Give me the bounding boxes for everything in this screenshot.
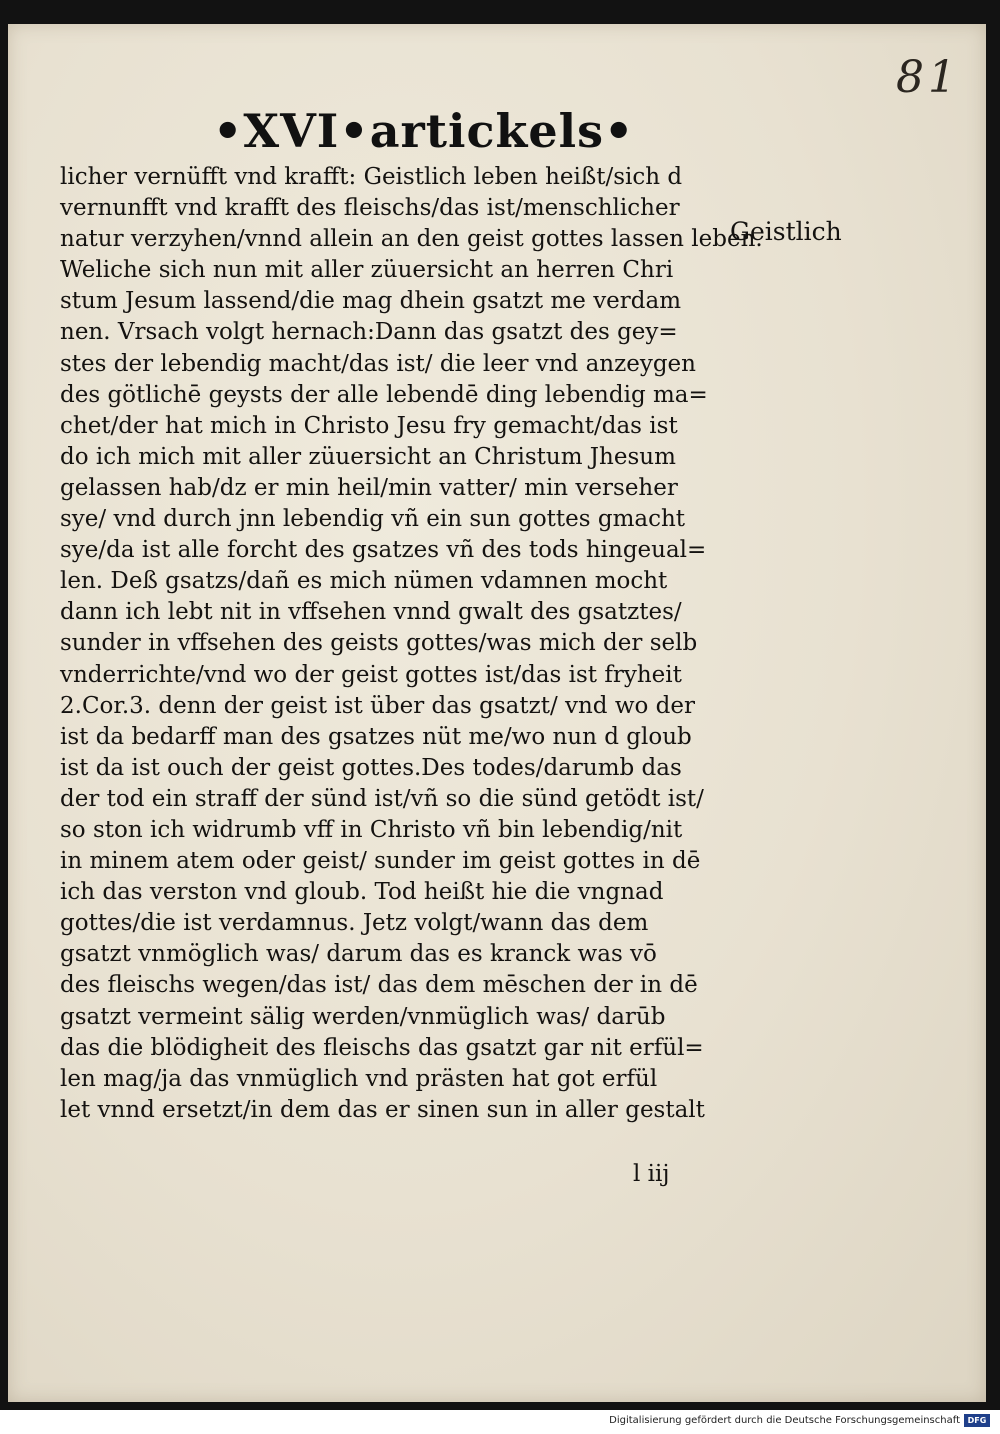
text-line: gsatzt vnmöglich was/ darum das es kranck was vō bbox=[60, 941, 657, 968]
dfg-logo: DFG bbox=[964, 1414, 990, 1427]
text-line: vnderrichte/vnd wo der geist gottes ist/das ist fryheit bbox=[60, 661, 682, 688]
text-line: gottes/die ist verdamnus. Jetz volgt/wann das dem bbox=[60, 910, 649, 937]
text-line: stum Jesum lassend/die mag dhein gsatzt me verdam bbox=[60, 288, 682, 315]
text-line: stes der lebendig macht/das ist/ die leer vnd anzeygen bbox=[60, 350, 696, 377]
text-line: gelassen hab/dz er min heil/min vatter/ min verseher bbox=[60, 474, 678, 501]
folio-number: 81 bbox=[896, 52, 960, 103]
text-line: ich das verston vnd gloub. Tod heißt hie die vngnad bbox=[60, 879, 664, 906]
text-line: der tod ein straff der sünd ist/vñ so die sünd getödt ist/ bbox=[60, 785, 704, 812]
body-text bbox=[60, 162, 763, 1126]
text-line: das die blödigheit des fleischs das gsatzt gar nit erfül= bbox=[60, 1034, 704, 1061]
text-line: in minem atem oder geist/ sunder im geist gottes in dē bbox=[60, 848, 701, 875]
text-line: sye/da ist alle forcht des gsatzes vñ des tods hingeual= bbox=[60, 537, 707, 564]
text-line: do ich mich mit aller züuersicht an Christum Jhesum bbox=[60, 443, 676, 470]
text-line: ist da ist ouch der geist gottes.Des todes/darumb das bbox=[60, 754, 682, 781]
text-line: licher vernüfft vnd krafft: Geistlich leben heißt/sich d bbox=[60, 164, 683, 190]
text-line: des fleischs wegen/das ist/ das dem mēschen der in dē bbox=[60, 972, 698, 999]
text-line: vernunfft vnd krafft des fleischs/das ist/menschlicher bbox=[60, 195, 680, 222]
text-line: len mag/ja das vnmüglich vnd prästen hat got erfül bbox=[60, 1065, 658, 1092]
text-line: sye/ vnd durch jnn lebendig vñ ein sun gottes gmacht bbox=[60, 506, 686, 533]
footer-bar bbox=[0, 1410, 1000, 1434]
text-line: nen. Vrsach volgt hernach:Dann das gsatzt des gey= bbox=[60, 319, 678, 346]
text-line: chet/der hat mich in Christo Jesu fry gemacht/das ist bbox=[60, 412, 678, 439]
margin-note: Geistlich bbox=[730, 217, 842, 246]
text-line: des götlichē geysts der alle lebendē ding lebendig ma= bbox=[60, 381, 708, 408]
signature-mark: l iij bbox=[633, 1161, 670, 1187]
text-line: sunder in vffsehen des geists gottes/was mich der selb bbox=[60, 630, 698, 657]
text-line: len. Deß gsatzs/dañ es mich nümen vdamnen mocht bbox=[60, 568, 668, 595]
text-line: gsatzt vermeint sälig werden/vnmüglich was/ darūb bbox=[60, 1003, 666, 1030]
text-line: natur verzyhen/vnnd allein an den geist gottes lassen leben. bbox=[60, 226, 763, 253]
book-page bbox=[8, 24, 986, 1402]
text-line: let vnnd ersetzt/in dem das er sinen sun in aller gestalt bbox=[60, 1096, 705, 1123]
text-line: dann ich lebt nit in vffsehen vnnd gwalt des gsatztes/ bbox=[60, 599, 682, 626]
text-line: ist da bedarff man des gsatzes nüt me/wo nun d gloub bbox=[60, 723, 692, 750]
funding-credit: Digitalisierung gefördert durch die Deutsche Forschungsgemeinschaft bbox=[609, 1415, 960, 1426]
text-line: Weliche sich nun mit aller züuersicht an herren Chri bbox=[60, 257, 674, 284]
running-heading: •XVI•artickels• bbox=[213, 104, 635, 158]
text-line: so ston ich widrumb vff in Christo vñ bin lebendig/nit bbox=[60, 816, 683, 843]
text-line: 2.Cor.3. denn der geist ist über das gsatzt/ vnd wo der bbox=[60, 692, 696, 719]
